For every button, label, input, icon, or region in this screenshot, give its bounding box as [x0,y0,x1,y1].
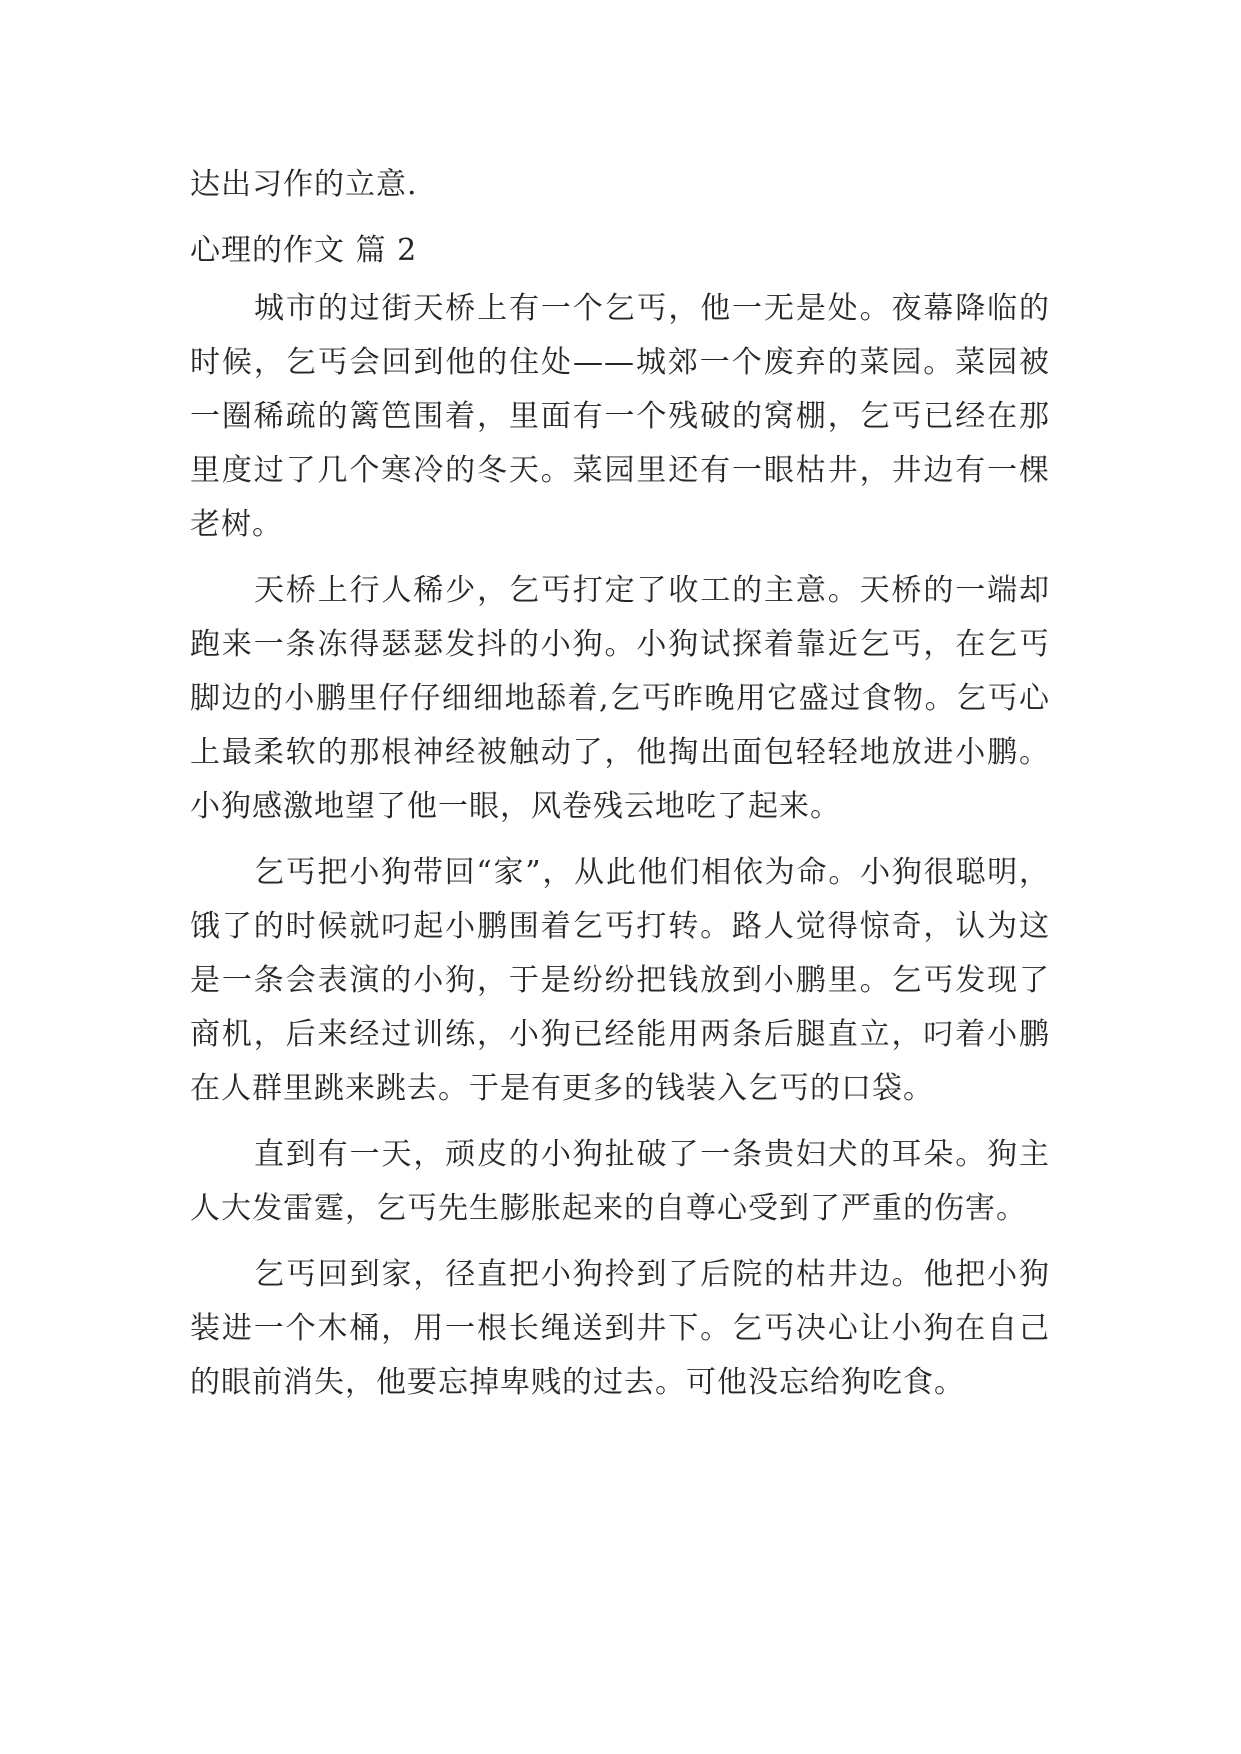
document-body [190,158,1050,1422]
section-heading: 心理的作文 篇 2 [190,233,418,268]
paragraph-2: 天桥上行人稀少，乞丐打定了收工的主意。天桥的一端却跑来一条冻得瑟瑟发抖的小狗。小狗试探着靠近乞丐，在乞丐脚边的小鹏里仔仔细细地舔着,乞丐昨晚用它盛过食物。乞丐心上最柔软的那根神经被触动了，他掏出面包轻轻地放进小鹏。小狗感激地望了他一眼，风卷残云地吃了起来。 [190,573,1050,824]
paragraph-3: 乞丐把小狗带回“家”，从此他们相依为命。小狗很聪明，饿了的时候就叼起小鹏围着乞丐打转。路人觉得惊奇，认为这是一条会表演的小狗，于是纷纷把钱放到小鹏里。乞丐发现了商机，后来经过训练，小狗已经能用两条后腿直立，叼着小鹏在人群里跳来跳去。于是有更多的钱装入乞丐的口袋。 [190,855,1050,1106]
paragraph-1: 城市的过街天桥上有一个乞丐，他一无是处。夜幕降临的时候，乞丐会回到他的住处——城郊一个废弃的菜园。菜园被一圈稀疏的篱笆围着，里面有一个残破的窝棚，乞丐已经在那里度过了几个寒冷的冬天。菜园里还有一眼枯井，井边有一棵老树。 [190,291,1050,542]
intro-tail-text: 达出习作的立意. [190,167,418,202]
paragraph-4: 直到有一天，顽皮的小狗扯破了一条贵妇犬的耳朵。狗主人大发雷霆，乞丐先生膨胀起来的自尊心受到了严重的伤害。 [190,1137,1050,1226]
paragraph-5: 乞丐回到家，径直把小狗拎到了后院的枯井边。他把小狗装进一个木桶，用一根长绳送到井下。乞丐决心让小狗在自己的眼前消失，他要忘掉卑贱的过去。可他没忘给狗吃食。 [190,1257,1050,1400]
